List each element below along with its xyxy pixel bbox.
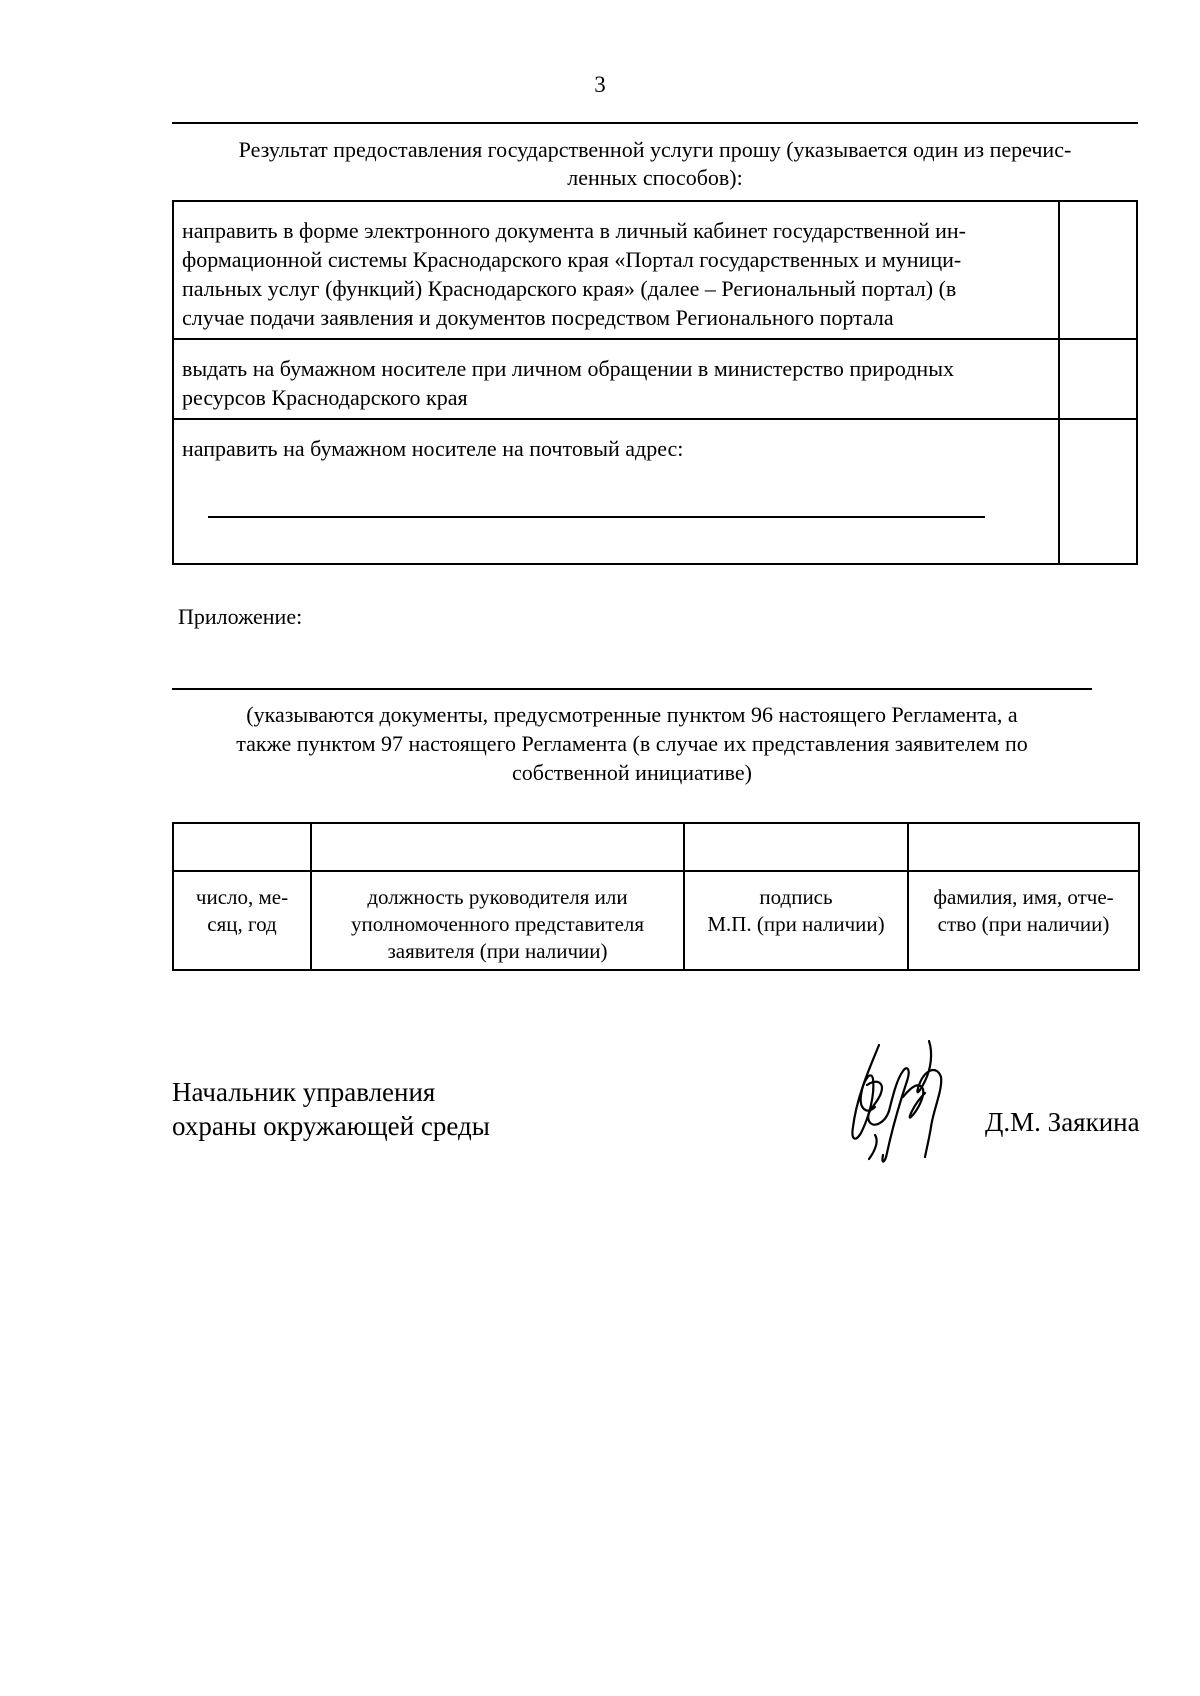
option-row-paper-in-person	[173, 339, 1137, 419]
option-text	[173, 419, 1059, 564]
caption-line: подпись	[759, 885, 833, 909]
appendix-note-line: собственной инициативе)	[512, 760, 752, 785]
signature-input-row	[173, 823, 1139, 871]
caption-line: уполномоченного представителя	[350, 912, 645, 936]
intro-line: ленных способов):	[567, 165, 743, 190]
signature-field[interactable]	[684, 823, 908, 871]
caption-signature	[684, 871, 908, 970]
option-checkbox-cell[interactable]	[1059, 339, 1137, 419]
option-row-electronic	[173, 201, 1137, 339]
official-position	[172, 1075, 490, 1143]
signature-table	[172, 822, 1140, 971]
appendix-label: Приложение:	[178, 604, 303, 629]
appendix-note-line: также пунктом 97 настоящего Регламента (в случае их представления заявителем по	[236, 731, 1028, 756]
position-line: Начальник управления	[172, 1077, 436, 1107]
caption-line: заявителя (при наличии)	[387, 939, 608, 963]
full-name-field[interactable]	[908, 823, 1139, 871]
handwritten-signature	[845, 1035, 955, 1175]
appendix-documents-field[interactable]	[172, 688, 1092, 690]
caption-position	[311, 871, 684, 970]
caption-line: М.П. (при наличии)	[707, 912, 885, 936]
option-text	[173, 201, 1059, 339]
option-text	[173, 339, 1059, 419]
page-number: 3	[594, 72, 606, 97]
caption-line: число, ме-	[195, 885, 289, 909]
caption-line: ство (при наличии)	[937, 912, 1110, 936]
option-row-paper-by-mail	[173, 419, 1137, 564]
signer-name: Д.М. Заякина	[985, 1107, 1140, 1137]
signature-caption-row	[173, 871, 1139, 970]
option-checkbox-cell[interactable]	[1059, 201, 1137, 339]
option-line: пальных услуг (функций) Краснодарского края» (далее – Региональный портал) (в	[182, 276, 957, 301]
caption-line: сяц, год	[207, 912, 277, 936]
option-line: ресурсов Краснодарского края	[182, 385, 468, 410]
header-rule	[172, 122, 1138, 124]
position-field[interactable]	[311, 823, 684, 871]
appendix-note	[172, 700, 1092, 787]
option-line: выдать на бумажном носителе при личном обращении в министерство природных	[182, 356, 954, 381]
option-line: направить в форме электронного документа в личный кабинет государственной ин-	[182, 218, 967, 243]
option-checkbox-cell[interactable]	[1059, 419, 1137, 564]
option-line: случае подачи заявления и документов посредством Регионального портала	[182, 305, 894, 330]
option-line: направить на бумажном носителе на почтовый адрес:	[182, 436, 684, 461]
position-line: охраны окружающей среды	[172, 1111, 490, 1141]
intro-line: Результат предоставления государственной услуги прошу (указывается один из перечис-	[238, 137, 1072, 162]
option-line: формационной системы Краснодарского края «Портал государственных и муници-	[182, 247, 962, 272]
appendix-note-line: (указываются документы, предусмотренные пунктом 96 настоящего Регламента, а	[246, 702, 1018, 727]
result-method-intro	[172, 136, 1138, 192]
caption-line: должность руководителя или	[367, 885, 628, 909]
result-method-table	[172, 200, 1138, 565]
postal-address-field[interactable]	[208, 516, 985, 518]
date-field[interactable]	[173, 823, 311, 871]
caption-line: фамилия, имя, отче-	[933, 885, 1114, 909]
caption-full-name	[908, 871, 1139, 970]
caption-date	[173, 871, 311, 970]
